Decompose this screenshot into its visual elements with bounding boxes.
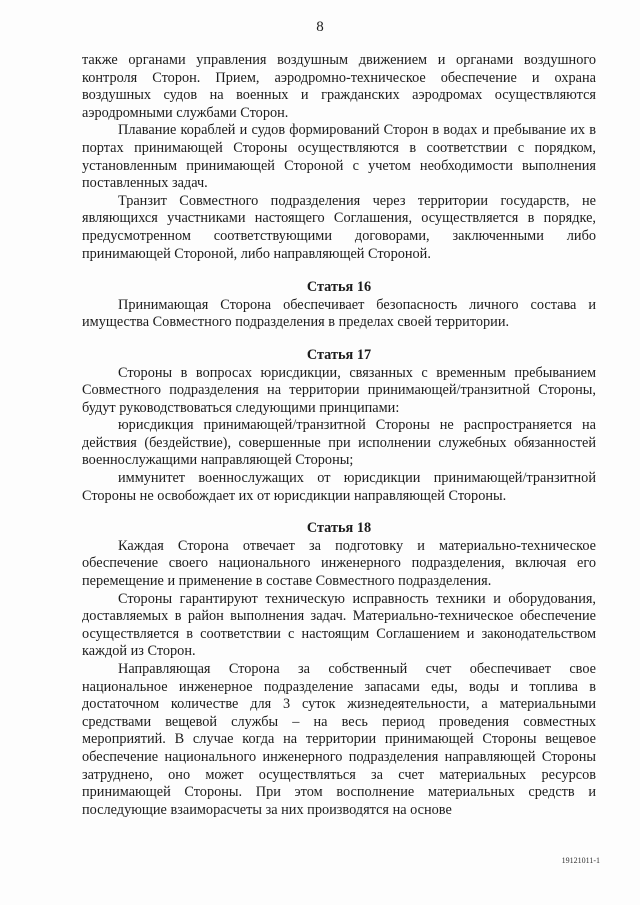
article-18-paragraph-2: Стороны гарантируют техническую исправность техники и оборудования, доставляемых в район выполнения задач. Материально-техническое обеспечение осуществляется в соответствии с настоящим Соглашением и законодательством каждой из Сторон. — [82, 590, 596, 660]
page-number: 8 — [316, 19, 324, 35]
article-17-paragraph-3: иммунитет военнослужащих от юрисдикции принимающей/транзитной Стороны не освобождает их от юрисдикции направляющей Стороны. — [82, 470, 596, 504]
article-18-heading: Статья 18 — [306, 520, 372, 537]
article-16-heading: Статья 16 — [306, 279, 372, 296]
paragraph-intro-2: Плавание кораблей и судов формирований Сторон в водах и пребывание их в портах принимающей Стороны осуществляются в соответствии с порядком, установленным принимающей Стороной с учетом необходимости выполнения поставленных задач. — [82, 122, 596, 192]
article-17-paragraph-2: юрисдикция принимающей/транзитной Стороны не распространяется на действия (бездействие), совершенные при исполнении служебных обязанностей военнослужащими направляющей Стороны; — [82, 417, 596, 469]
article-17-paragraph-1: Стороны в вопросах юрисдикции, связанных с временным пребыванием Совместного подразделения на территории принимающей/транзитной Стороны, будут руководствоваться следующими принципами: — [82, 364, 596, 416]
article-18-paragraph-1: Каждая Сторона отвечает за подготовку и материально-техническое обеспечение своего национального инженерного подразделения, включая его перемещение и применение в составе Совместного подразделения. — [82, 537, 596, 590]
article-16-paragraph-1: Принимающая Сторона обеспечивает безопасность личного состава и имущества Совместного подразделения в пределах своей территории. — [82, 296, 596, 331]
paragraph-intro-3: Транзит Совместного подразделения через территории государств, не являющихся участниками настоящего Соглашения, осуществляется в порядке, предусмотренном соответствующими договорами, заключенными либо принимающей Стороной, либо направляющей Стороной. — [82, 192, 596, 262]
document-body — [82, 52, 596, 819]
document-code: 19121011-1 — [561, 856, 600, 865]
article-17-heading: Статья 17 — [306, 346, 372, 363]
paragraph-intro-1: также органами управления воздушным движением и органами воздушного контроля Сторон. Прием, аэродромно-техническое обеспечение и охрана воздушных судов на военных и гражданских аэродромах осуществляются аэродромными службами Сторон. — [82, 52, 596, 121]
article-18-paragraph-3: Направляющая Сторона за собственный счет обеспечивает свое национальное инженерное подразделение запасами еды, воды и топлива в достаточном количестве для 3 суток жизнедеятельности, а материальными средствами вещевой службы – на весь период проведения совместных мероприятий. В случае когда на территории принимающей Стороны вещевое обеспечение национального инженерного подразделения направляющей Стороны затруднено, оно может осуществляться за счет материальных ресурсов принимающей Стороны. При этом восполнение материальных средств и последующие взаиморасчеты за них производятся на основе — [82, 661, 596, 818]
